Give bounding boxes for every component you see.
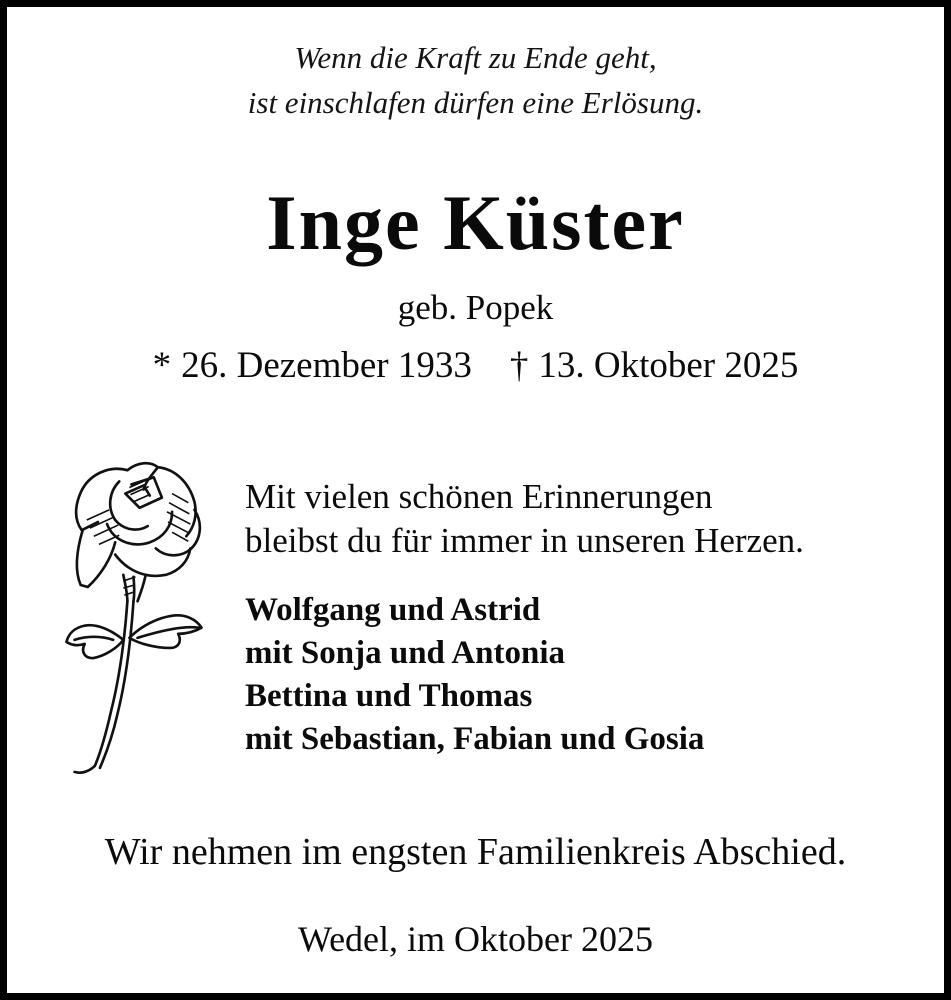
tribute-text [245,475,804,563]
rose-icon [65,457,205,777]
birth-date-group [153,345,472,386]
epigraph-line-1: Wenn die Kraft zu Ende geht, [294,40,657,75]
birth-date: 26. Dezember 1933 [181,345,472,386]
life-dates [7,343,944,389]
mourner-line: Bettina und Thomas [245,678,533,714]
epigraph-line-2: ist einschlafen dürfen eine Erlösung. [247,85,704,120]
place-date: Wedel, im Oktober 2025 [297,919,654,959]
death-date: 13. Oktober 2025 [538,345,799,386]
born-star-symbol: * [152,345,172,386]
birth-name: geb. Popek [397,288,554,327]
mourner-line: mit Sonja und Antonia [245,635,566,671]
deceased-name: Inge Küster [266,179,685,266]
mourner-line: mit Sebastian, Fabian und Gosia [245,721,705,757]
tribute-line-1: Mit vielen schönen Erinnerungen [245,477,713,516]
death-date-group [510,345,799,386]
mourner-line: Wolfgang und Astrid [245,592,541,628]
epigraph [7,35,944,125]
farewell-text: Wir nehmen im engsten Familienkreis Abschied. [104,831,847,873]
mourners-list [245,589,704,761]
death-cross-symbol: † [509,345,529,386]
tribute-line-2: bleibst du für immer in unseren Herzen. [245,521,804,560]
